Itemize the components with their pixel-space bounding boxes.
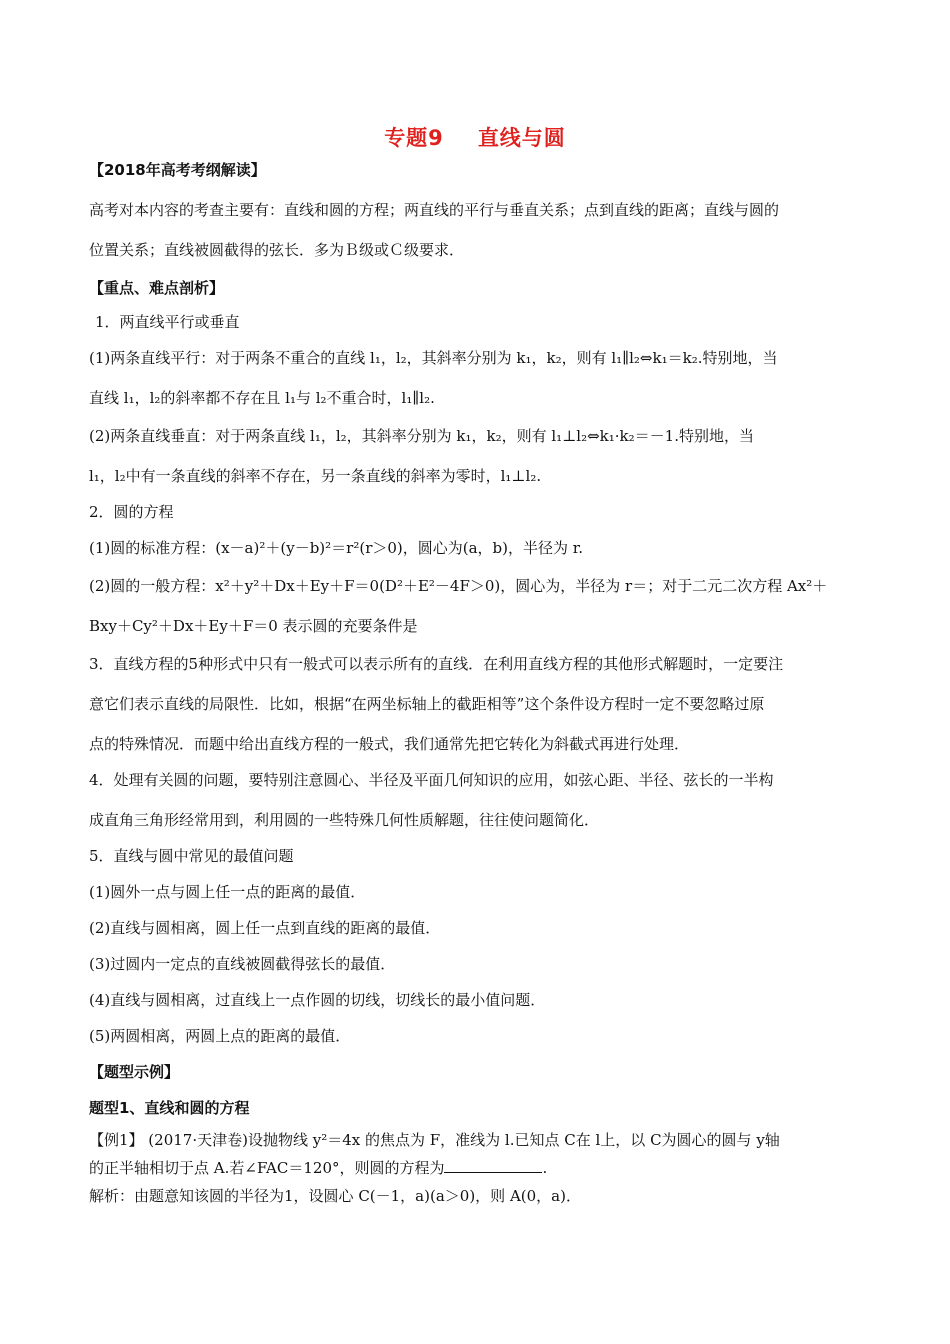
line-text: (3)过圆内一定点的直线被圆截得弦长的最值． [89, 955, 396, 973]
line-text: 成直角三角形经常用到，利用圆的一些特殊几何性质解题，往往使问题简化． [89, 811, 600, 829]
line-text: 【2018年高考考纲解读】 [89, 161, 266, 179]
line-text: 题型1、直线和圆的方程 [89, 1099, 250, 1117]
text-line [89, 1130, 780, 1150]
text-line [89, 538, 583, 558]
line-text: l₁，l₂中有一条直线的斜率不存在，另一条直线的斜率为零时，l₁⊥l₂. [89, 467, 542, 485]
text-line [89, 348, 777, 368]
section-heading [89, 278, 224, 298]
text-line [89, 918, 440, 938]
line-text: 3．直线方程的5种形式中只有一般式可以表示所有的直线．在利用直线方程的其他形式解题时，一定要注 [89, 655, 784, 673]
line-text: 【题型示例】 [89, 1063, 180, 1081]
line-text: 解析：由题意知该圆的半径为1，设圆心 C(－1，a)(a＞0)，则 A(0，a)． [89, 1187, 581, 1205]
text-line [89, 810, 599, 830]
line-text: 的正半轴相切于点 A.若∠FAC＝120°，则圆的方程为 [89, 1159, 445, 1177]
line-text: 【例1】 (2017·天津卷)设抛物线 y²＝4x 的焦点为 F，准线为 l.已知点 C在 l上，以 C为圆心的圆与 y轴 [89, 1131, 780, 1149]
text-line [89, 240, 464, 260]
text-line [89, 846, 294, 866]
line-text: 5．直线与圆中常见的最值问题 [89, 847, 294, 865]
title-number: 专题9 [384, 126, 444, 150]
text-line [89, 616, 418, 636]
line-text: 意它们表示直线的局限性．比如，根据“在两坐标轴上的截距相等”这个条件设方程时一定不要忽略过原 [89, 695, 765, 713]
line-text: (1)两条直线平行：对于两条不重合的直线 l₁，l₂，其斜率分别为 k₁，k₂，则有 l₁∥l₂⇔k₁＝k₂.特别地，当 [89, 349, 778, 367]
line-text: 点的特殊情况．而题中给出直线方程的一般式，我们通常先把它转化为斜截式再进行处理． [89, 735, 690, 753]
line-text: (4)直线与圆相离，过直线上一点作圆的切线，切线长的最小值问题． [89, 991, 546, 1009]
line-text: (1)圆外一点与圆上任一点的距离的最值． [89, 883, 366, 901]
line-text: 1．两直线平行或垂直 [95, 313, 240, 331]
line-text: (2)圆的一般方程：x²＋y²＋Dx＋Ey＋F＝0(D²＋E²－4F＞0)，圆心为，半径为 r＝；对于二元二次方程 Ax²＋ [89, 577, 828, 595]
line-text: 直线 l₁，l₂的斜率都不存在且 l₁与 l₂不重合时，l₁∥l₂. [89, 389, 435, 407]
title-topic: 直线与圆 [477, 126, 566, 150]
text-line [89, 654, 783, 674]
page-title [0, 122, 950, 152]
text-line [89, 1158, 547, 1178]
line-text: (2)两条直线垂直：对于两条直线 l₁，l₂，其斜率分别为 k₁，k₂，则有 l₁⊥l₂⇔k₁·k₂＝－1.特别地，当 [89, 427, 754, 445]
section-heading [89, 1098, 249, 1118]
line-text: (2)直线与圆相离，圆上任一点到直线的距离的最值． [89, 919, 441, 937]
text-line [89, 1026, 350, 1046]
text-line [89, 466, 541, 486]
text-line [89, 882, 365, 902]
text-line [95, 312, 240, 332]
text-line [89, 954, 395, 974]
text-line [89, 502, 174, 522]
line-text: 2．圆的方程 [89, 503, 174, 521]
text-line [89, 990, 545, 1010]
line-text: 4．处理有关圆的问题，要特别注意圆心、半径及平面几何知识的应用，如弦心距、半径、弦长的一半构 [89, 771, 774, 789]
line-text: 高考对本内容的考查主要有：直线和圆的方程；两直线的平行与垂直关系；点到直线的距离；直线与圆的 [89, 201, 780, 219]
text-line [89, 576, 827, 596]
text-line [89, 426, 754, 446]
text-line [89, 770, 774, 790]
line-text: Bxy＋Cy²＋Dx＋Ey＋F＝0 表示圆的充要条件是 [89, 617, 418, 635]
text-line [89, 1186, 581, 1206]
line-text: (1)圆的标准方程：(x－a)²＋(y－b)²＝r²(r＞0)，圆心为(a，b)，半径为 r. [89, 539, 584, 557]
line-tail: . [542, 1159, 548, 1177]
text-line [89, 694, 764, 714]
text-line [89, 388, 435, 408]
section-heading [89, 1062, 179, 1082]
text-line [89, 734, 689, 754]
line-text: (5)两圆相离，两圆上点的距离的最值． [89, 1027, 351, 1045]
line-text: 【重点、难点剖析】 [89, 279, 225, 297]
line-text: 位置关系；直线被圆截得的弦长．多为Ｂ级或Ｃ级要求． [89, 241, 465, 259]
text-line [89, 200, 779, 220]
section-heading [89, 160, 266, 180]
answer-blank [444, 1158, 542, 1173]
